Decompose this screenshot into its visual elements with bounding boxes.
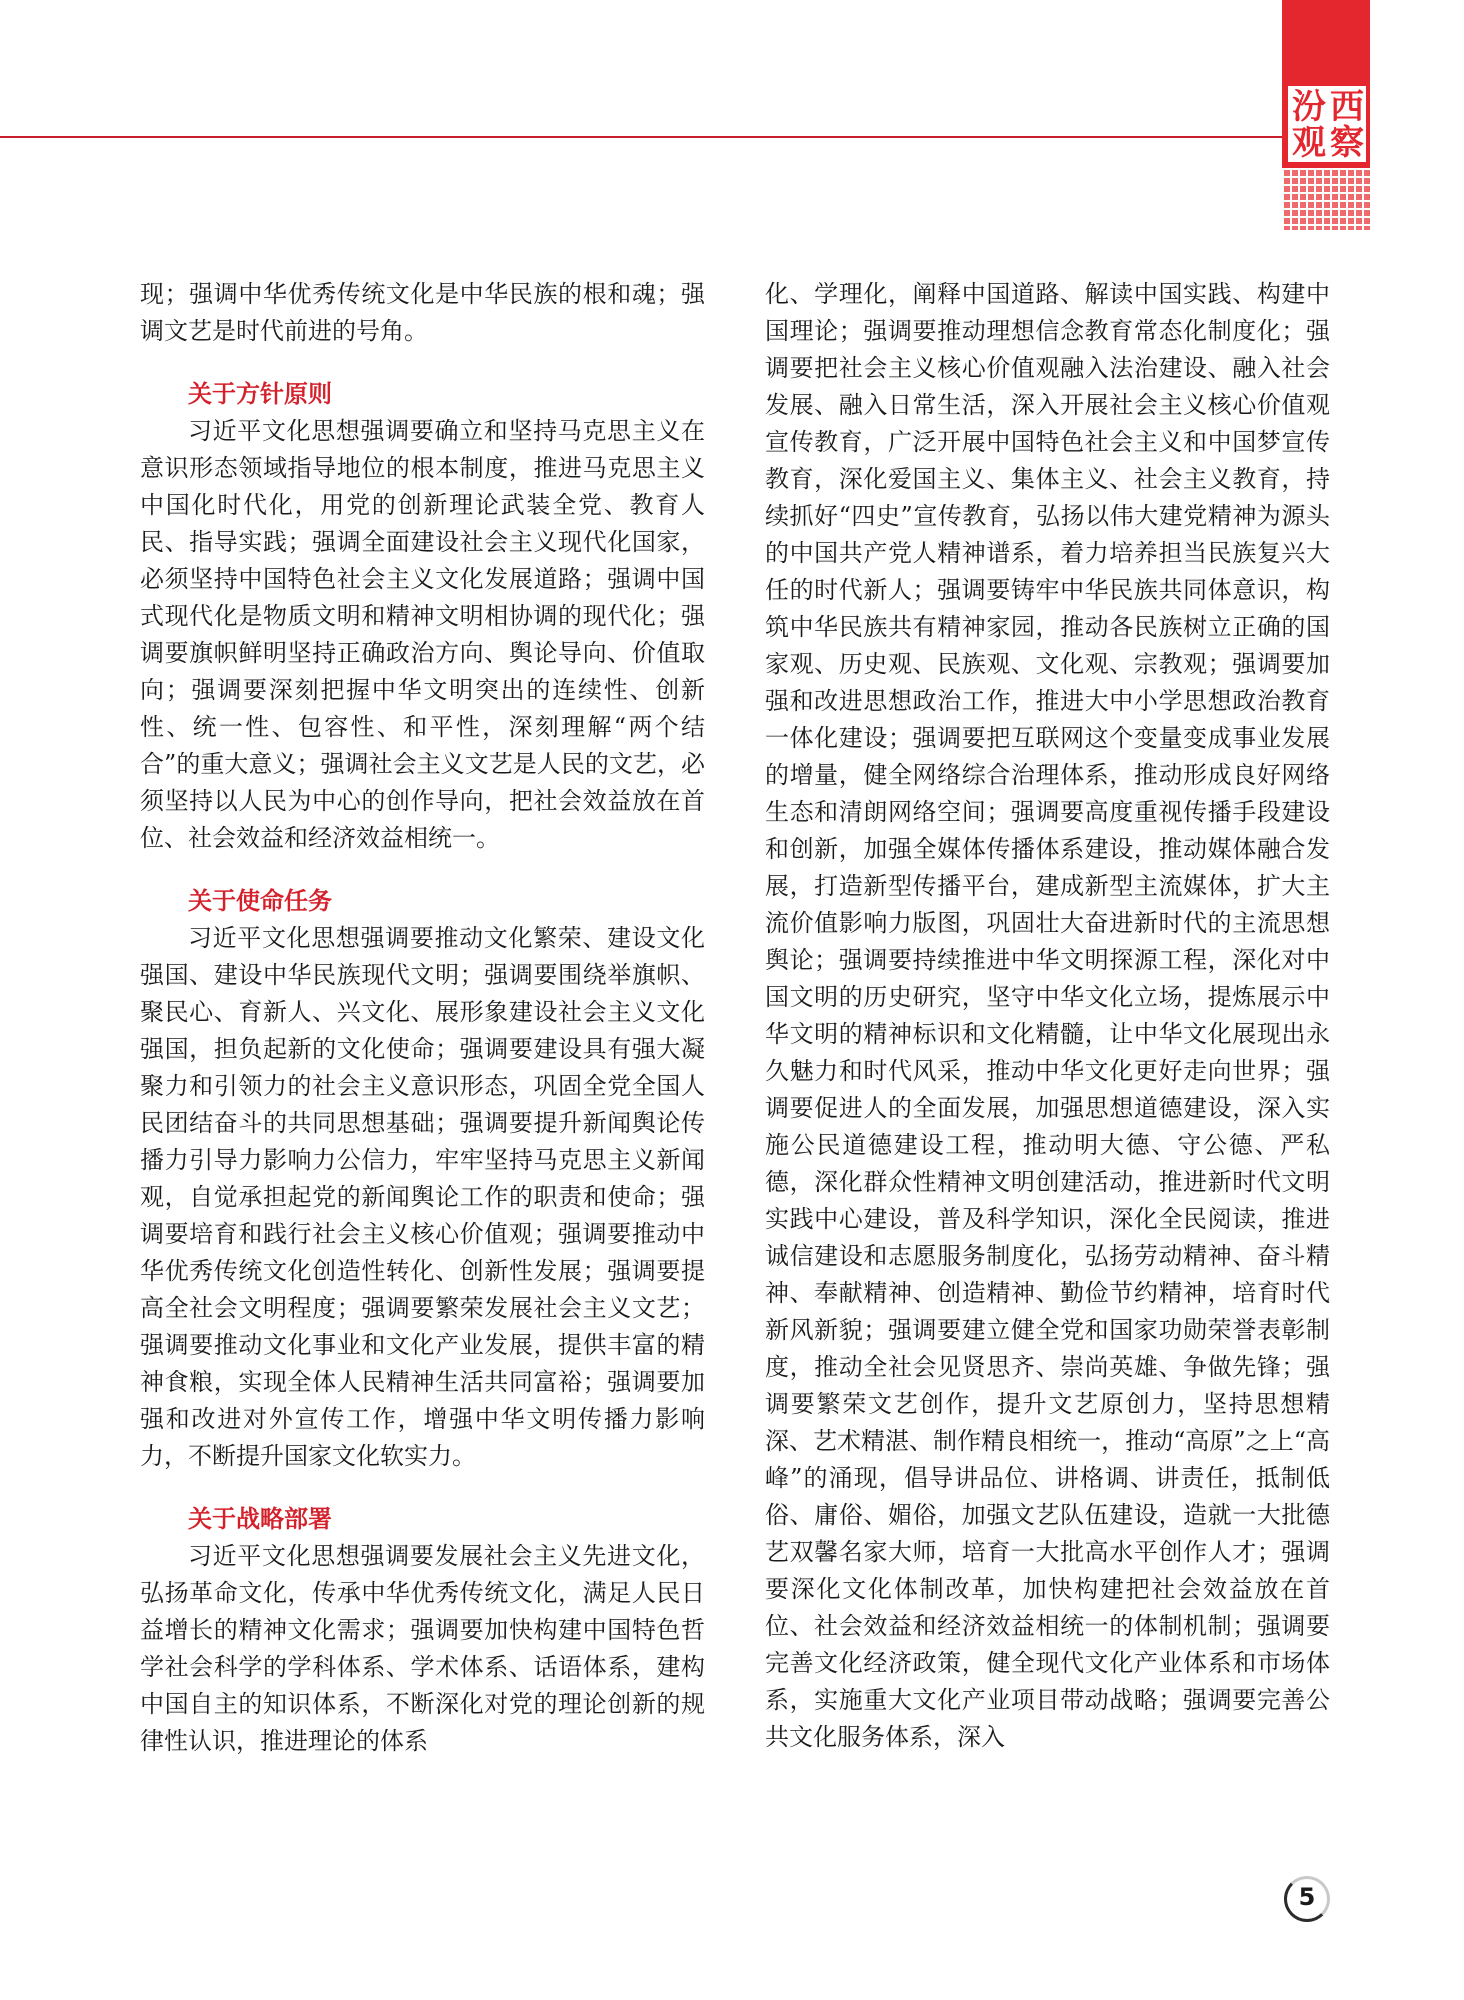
- right-column: [765, 276, 1330, 1756]
- logo-title: [1286, 84, 1368, 164]
- magazine-logo: [1282, 0, 1370, 230]
- logo-pattern: [1282, 168, 1370, 230]
- left-column: [140, 276, 705, 1760]
- header-rule: [0, 136, 1282, 138]
- logo-char: 察: [1330, 123, 1364, 163]
- section-heading: 关于战略部署: [188, 1505, 332, 1533]
- page-number-text: 5: [1298, 1883, 1316, 1911]
- logo-char: 观: [1292, 123, 1326, 163]
- logo-red-band: [1282, 0, 1370, 86]
- logo-char: 西: [1330, 87, 1364, 127]
- paragraph: 习近平文化思想强调要推动文化繁荣、建设文化强国、建设中华民族现代文明；强调要围绕举旗帜、聚民心、育新人、兴文化、展形象建设社会主义文化强国，担负起新的文化使命；强调要建设具有强大凝聚力和引领力的社会主义意识形态，巩固全党全国人民团结奋斗的共同思想基础；强调要提升新闻舆论传播力引导力影响力公信力，牢牢坚持马克思主义新闻观，自觉承担起党的新闻舆论工作的职责和使命；强调要培育和践行社会主义核心价值观；强调要推动中华优秀传统文化创造性转化、创新性发展；强调要提高全社会文明程度；强调要繁荣发展社会主义文艺；强调要推动文化事业和文化产业发展，提供丰富的精神食粮，实现全体人民精神生活共同富裕；强调要加强和改进对外宣传工作，增强中华文明传播力影响力，不断提升国家文化软实力。: [140, 924, 705, 1470]
- section-heading: 关于使命任务: [188, 887, 332, 915]
- paragraph: 现；强调中华优秀传统文化是中华民族的根和魂；强调文艺是时代前进的号角。: [140, 280, 705, 345]
- paragraph: 习近平文化思想强调要确立和坚持马克思主义在意识形态领域指导地位的根本制度，推进马克思主义中国化时代化，用党的创新理论武装全党、教育人民、指导实践；强调全面建设社会主义现代化国家，必须坚持中国特色社会主义文化发展道路；强调中国式现代化是物质文明和精神文明相协调的现代化；强调要旗帜鲜明坚持正确政治方向、舆论导向、价值取向；强调要深刻把握中华文明突出的连续性、创新性、统一性、包容性、和平性，深刻理解“两个结合”的重大意义；强调社会主义文艺是人民的文艺，必须坚持以人民为中心的创作导向，把社会效益放在首位、社会效益和经济效益相统一。: [140, 417, 705, 852]
- page-number: [1284, 1876, 1328, 1920]
- section-heading: 关于方针原则: [188, 380, 332, 408]
- paragraph: 化、学理化，阐释中国道路、解读中国实践、构建中国理论；强调要推动理想信念教育常态化制度化；强调要把社会主义核心价值观融入法治建设、融入社会发展、融入日常生活，深入开展社会主义核心价值观宣传教育，广泛开展中国特色社会主义和中国梦宣传教育，深化爱国主义、集体主义、社会主义教育，持续抓好“四史”宣传教育，弘扬以伟大建党精神为源头的中国共产党人精神谱系，着力培养担当民族复兴大任的时代新人；强调要铸牢中华民族共同体意识，构筑中华民族共有精神家园，推动各民族树立正确的国家观、历史观、民族观、文化观、宗教观；强调要加强和改进思想政治工作，推进大中小学思想政治教育一体化建设；强调要把互联网这个变量变成事业发展的增量，健全网络综合治理体系，推动形成良好网络生态和清朗网络空间；强调要高度重视传播手段建设和创新，加强全媒体传播体系建设，推动媒体融合发展，打造新型传播平台，建成新型主流媒体，扩大主流价值影响力版图，巩固壮大奋进新时代的主流思想舆论；强调要持续推进中华文明探源工程，深化对中国文明的历史研究，坚守中华文化立场，提炼展示中华文明的精神标识和文化精髓，让中华文化展现出永久魅力和时代风采，推动中华文化更好走向世界；强调要促进人的全面发展，加强思想道德建设，深入实施公民道德建设工程，推动明大德、守公德、严私德，深化群众性精神文明创建活动，推进新时代文明实践中心建设，普及科学知识，深化全民阅读，推进诚信建设和志愿服务制度化，弘扬劳动精神、奋斗精神、奉献精神、创造精神、勤俭节约精神，培育时代新风新貌；强调要建立健全党和国家功勋荣誉表彰制度，推动全社会见贤思齐、崇尚英雄、争做先锋；强调要繁荣文艺创作，提升文艺原创力，坚持思想精深、艺术精湛、制作精良相统一，推动“高原”之上“高峰”的涌现，倡导讲品位、讲格调、讲责任，抵制低俗、庸俗、媚俗，加强文艺队伍建设，造就一大批德艺双馨名家大师，培育一大批高水平创作人才；强调要深化文化体制改革，加快构建把社会效益放在首位、社会效益和经济效益相统一的体制机制；强调要完善文化经济政策，健全现代文化产业体系和市场体系，实施重大文化产业项目带动战略；强调要完善公共文化服务体系，深入: [765, 280, 1330, 1751]
- paragraph: 习近平文化思想强调要发展社会主义先进文化，弘扬革命文化，传承中华优秀传统文化，满足人民日益增长的精神文化需求；强调要加快构建中国特色哲学社会科学的学科体系、学术体系、话语体系，建构中国自主的知识体系，不断深化对党的理论创新的规律性认识，推进理论的体系: [140, 1542, 705, 1755]
- logo-char: 汾: [1292, 87, 1326, 127]
